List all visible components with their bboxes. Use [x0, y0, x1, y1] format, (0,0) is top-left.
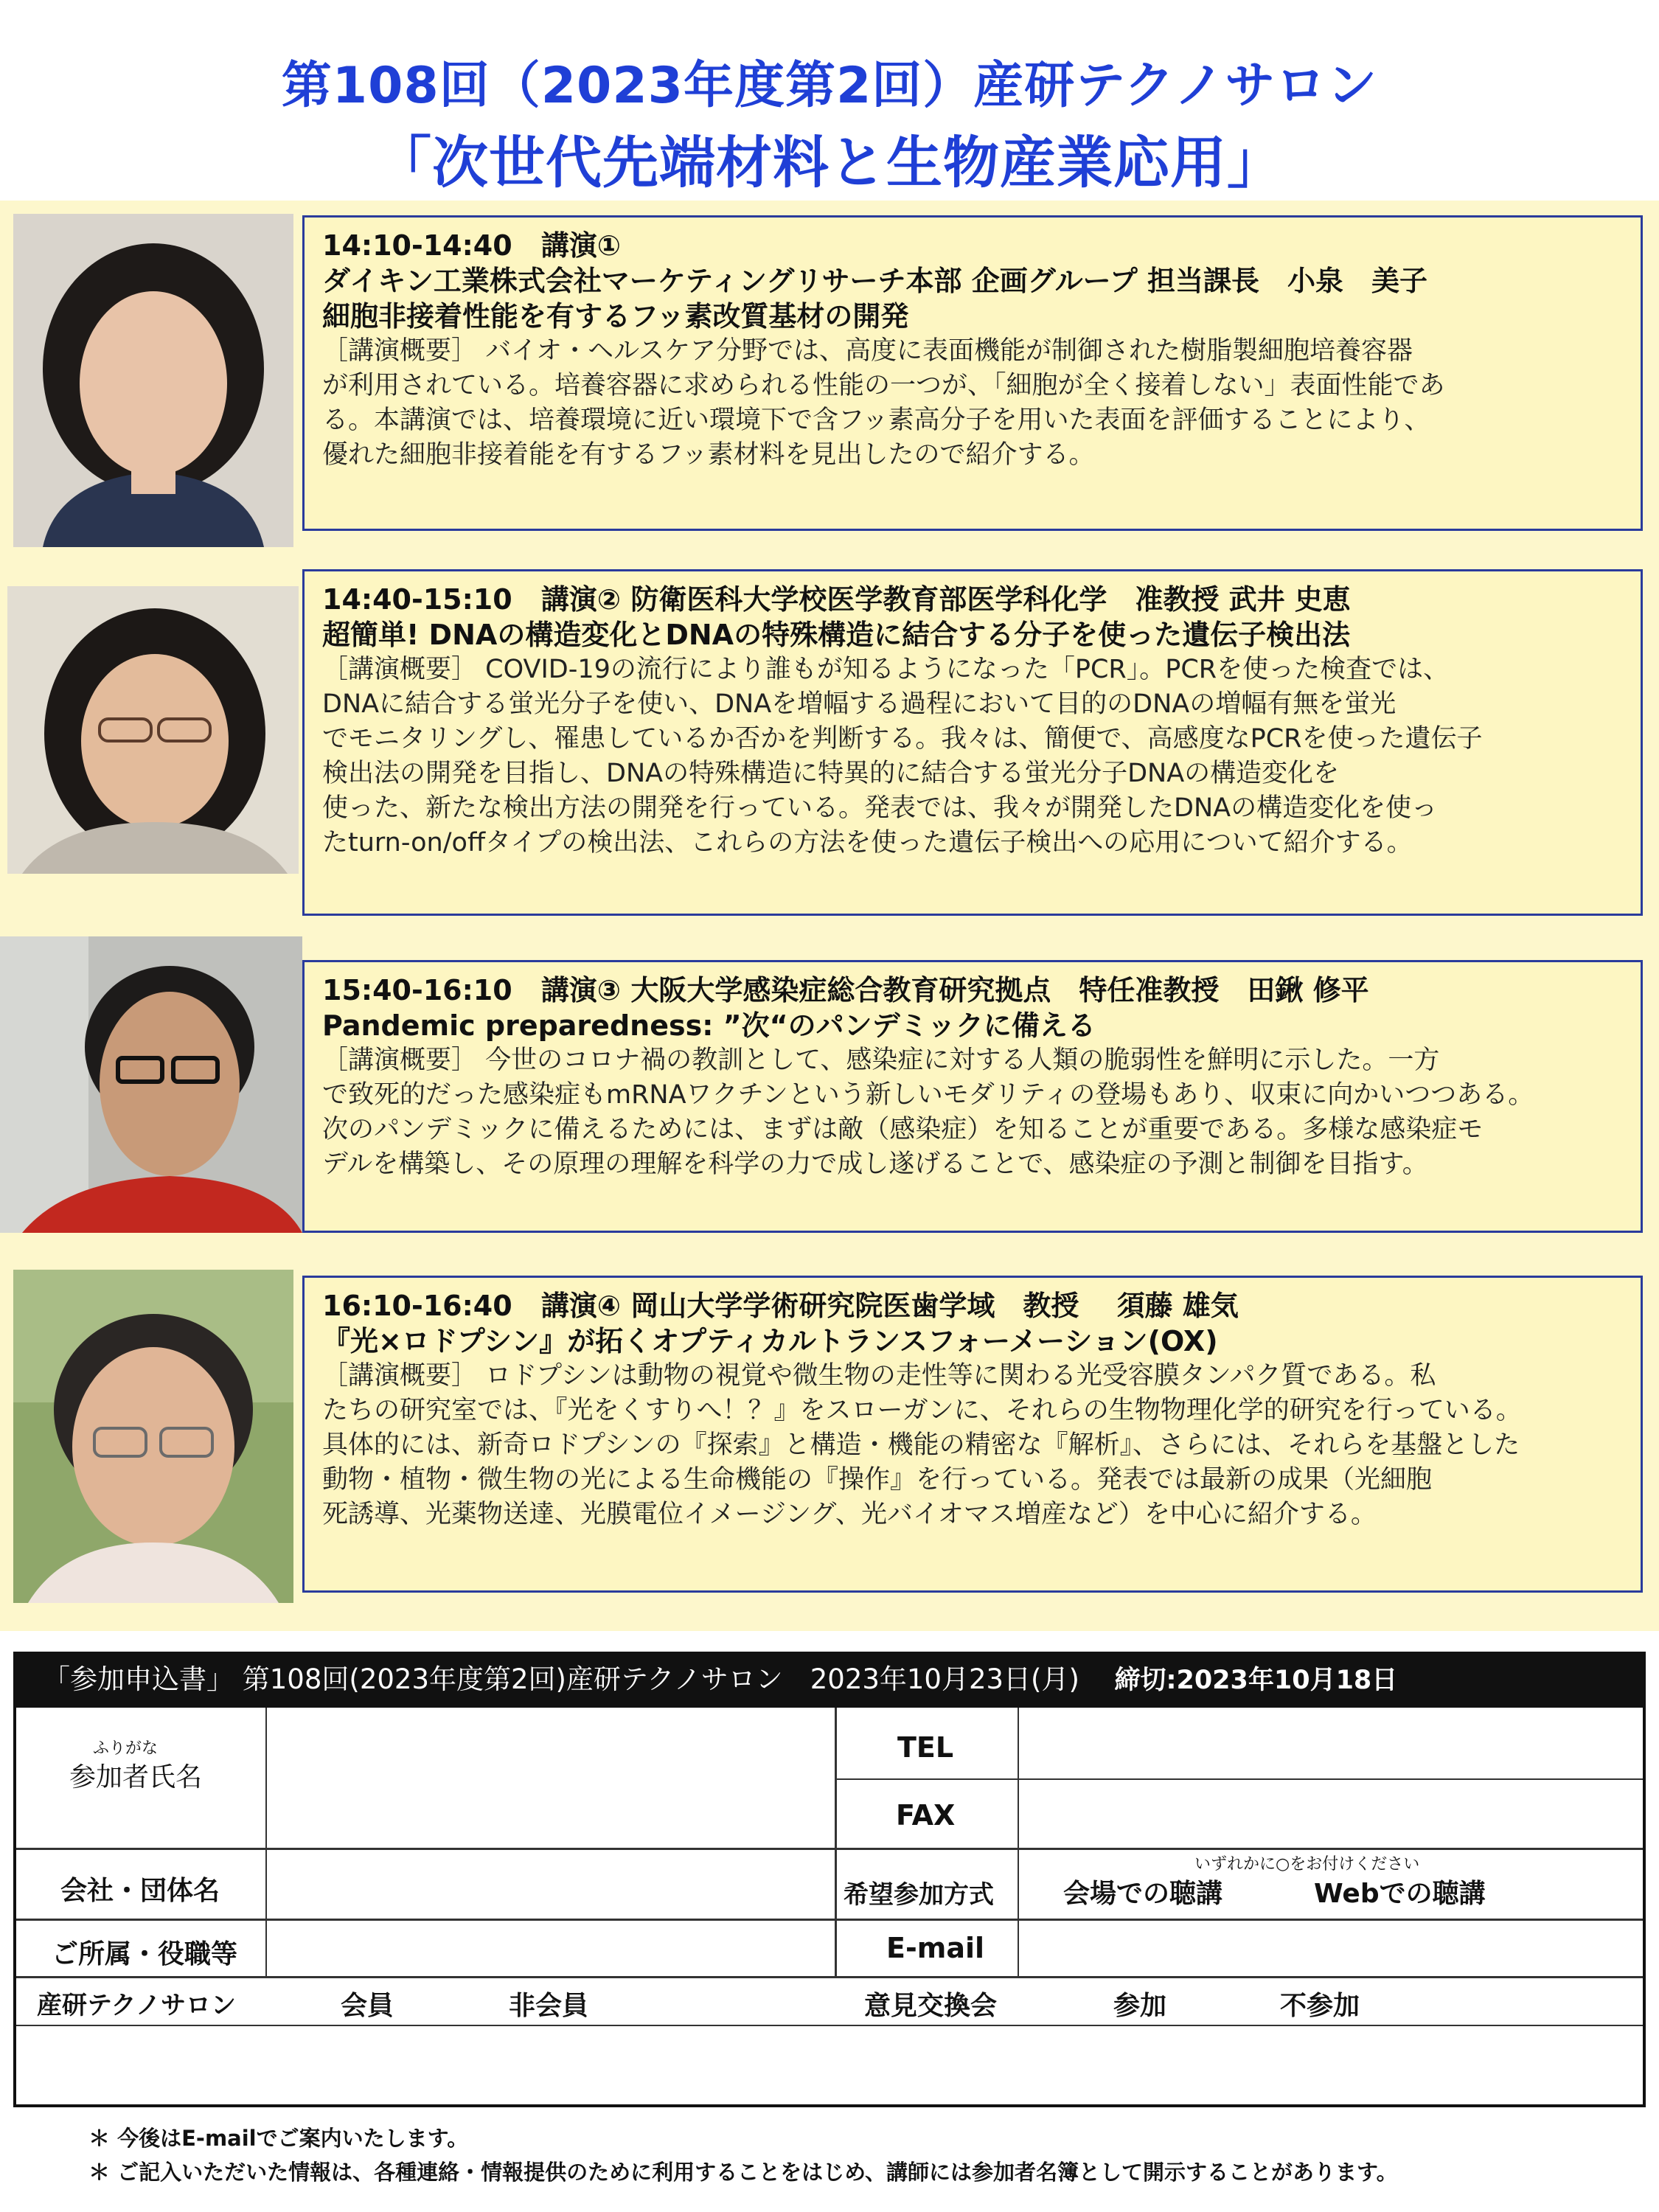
- talk-card-1: [302, 215, 1643, 531]
- talk-abstract-line: たちの研究室では、『光をくすりへ！？』をスローガンに、それらの生物物理化学的研究を行っている。: [322, 1396, 1522, 1425]
- talk-abstract-line: で致死的だった感染症もmRNAワクチンという新しいモダリティの登場もあり、収束に向かいつつある。: [322, 1080, 1534, 1110]
- department-label: ご所属・役職等: [52, 1939, 238, 1969]
- fax-label: FAX: [896, 1799, 956, 1832]
- row-divider: [16, 1976, 1643, 1978]
- method-hint: いずれかに○をお付けください: [1194, 1855, 1420, 1874]
- fax-field[interactable]: [1020, 1780, 1643, 1846]
- talk-abstract-line: ［講演概要］ バイオ・ヘルスケア分野では、高度に表面機能が制御された樹脂製細胞培養容器: [322, 336, 1413, 366]
- talk-abstract-line: DNAに結合する蛍光分子を使い、DNAを増幅する過程において目的のDNAの増幅有無を蛍光: [322, 689, 1397, 719]
- column-divider: [265, 1708, 267, 1976]
- note-1: ＊ 今後はE-mailでご案内いたします。: [88, 2126, 469, 2151]
- talk-abstract-line: ［講演概要］ COVID-19の流行により誰もが知るようになった「PCR」。PCRを使った検査では、: [322, 655, 1450, 684]
- speaker-photo-2: [7, 586, 299, 874]
- talk-time: 16:10-16:40: [322, 1290, 512, 1322]
- talk-abstract-line: でモニタリングし、罹患しているか否かを判断する。我々は、簡便で、高感度なPCRを使った遺伝子: [322, 724, 1483, 754]
- nonmember-option[interactable]: 非会員: [509, 1991, 589, 2021]
- talk-topic: 超簡単! DNAの構造変化とDNAの特殊構造に結合する分子を使った遺伝子検出法: [322, 619, 1351, 651]
- member-option[interactable]: 会員: [341, 1991, 394, 2021]
- talk-topic: 『光×ロドプシン』が拓くオプティカルトランスフォーメーション(OX): [322, 1325, 1218, 1357]
- salon-label: 産研テクノサロン: [37, 1991, 236, 2020]
- column-divider: [835, 1708, 837, 1976]
- talk-speaker: 防衛医科大学校医学教育部医学科化学 准教授 武井 史恵: [630, 583, 1351, 616]
- talk-topic: Pandemic preparedness: ”次“のパンデミックに備える: [322, 1009, 1096, 1042]
- remarks-field[interactable]: [16, 2026, 1643, 2104]
- company-label: 会社・団体名: [60, 1876, 220, 1906]
- talk-abstract-line: 動物・植物・微生物の光による生命機能の『操作』を行っている。発表では最新の成果（光細胞: [322, 1465, 1433, 1495]
- talk-time: 15:40-16:10: [322, 974, 512, 1006]
- talk-abstract-line: が利用されている。培養容器に求められる性能の一つが、「細胞が全く接着しない」表面性能であ: [322, 371, 1445, 400]
- form-title: 「参加申込書」 第108回(2023年度第2回)産研テクノサロン 2023年10月23日(月): [43, 1663, 1079, 1695]
- talk-number: 講演①: [540, 229, 622, 262]
- talk-abstract-line: たturn-on/offタイプの検出法、これらの方法を使った遺伝子検出への応用について紹介する。: [322, 828, 1413, 858]
- tel-field[interactable]: [1020, 1708, 1643, 1777]
- talk-card-4: [302, 1276, 1643, 1593]
- talk-topic: 細胞非接着性能を有するフッ素改質基材の開発: [322, 300, 909, 333]
- talk-abstract-line: ［講演概要］ ロドプシンは動物の視覚や微生物の走性等に関わる光受容膜タンパク質である。私: [322, 1361, 1436, 1391]
- talk-speaker: ダイキン工業株式会社マーケティングリサーチ本部 企画グループ 担当課長 小泉 美子: [322, 265, 1427, 297]
- exchange-label: 意見交換会: [864, 1991, 998, 2021]
- talk-speaker: 大阪大学感染症総合教育研究拠点 特任准教授 田鍬 修平: [630, 974, 1369, 1006]
- company-field[interactable]: [268, 1850, 833, 1918]
- form-deadline: 締切:2023年10月18日: [1114, 1666, 1398, 1695]
- talk-abstract-line: 優れた細胞非接着能を有するフッ素材料を見出したので紹介する。: [322, 440, 1095, 470]
- talk-abstract-line: る。本講演では、培養環境に近い環境下で含フッ素高分子を用いた表面を評価することにより、: [322, 406, 1430, 435]
- speaker-photo-3: [0, 936, 302, 1233]
- talk-number: 講演③: [540, 974, 622, 1006]
- registration-form: [13, 1708, 1646, 2107]
- department-field[interactable]: [268, 1921, 833, 1975]
- furigana-label: ふりがな: [93, 1739, 159, 1758]
- form-header: [13, 1652, 1646, 1708]
- attend-option[interactable]: 参加: [1113, 1991, 1167, 2021]
- talk-abstract-line: 検出法の開発を目指し、DNAの特殊構造に特異的に結合する蛍光分子DNAの構造変化を: [322, 759, 1340, 788]
- tel-label: TEL: [897, 1731, 954, 1764]
- speaker-photo-4: [13, 1270, 293, 1603]
- talk-card-3: [302, 960, 1643, 1233]
- not-attend-option[interactable]: 不参加: [1280, 1991, 1360, 2021]
- email-label: E-mail: [886, 1932, 985, 1964]
- email-field[interactable]: [1020, 1921, 1643, 1975]
- talk-abstract-line: 具体的には、新奇ロドプシンの『探索』と構造・機能の精密な『解析』、さらには、それらを基盤とした: [322, 1430, 1520, 1460]
- talk-number: 講演②: [540, 583, 622, 616]
- name-field[interactable]: [268, 1708, 833, 1846]
- event-theme: 「次世代先端材料と生物産業応用」: [375, 130, 1284, 195]
- talk-number: 講演④: [540, 1290, 622, 1322]
- speaker-photo-1: [13, 214, 293, 547]
- talk-time: 14:10-14:40: [322, 229, 512, 262]
- talk-time: 14:40-15:10: [322, 583, 512, 616]
- name-label: 参加者氏名: [69, 1762, 203, 1792]
- note-2: ＊ ご記入いただいた情報は、各種連絡・情報提供のために利用することをはじめ、講師には参加者名簿として開示することがあります。: [88, 2160, 1398, 2185]
- talk-abstract-line: 使った、新たな検出方法の開発を行っている。発表では、我々が開発したDNAの構造変化を使っ: [322, 793, 1438, 823]
- talk-abstract-line: デルを構築し、その原理の理解を科学の力で成し遂げることで、感染症の予測と制御を目指す。: [322, 1150, 1428, 1179]
- method-venue-option[interactable]: 会場での聴講: [1063, 1879, 1223, 1909]
- event-title: 第108回（2023年度第2回）産研テクノサロン: [281, 57, 1378, 115]
- talk-speaker: 岡山大学学術研究院医歯学域 教授 須藤 雄気: [630, 1290, 1239, 1322]
- talk-card-2: [302, 569, 1643, 916]
- column-divider: [1018, 1708, 1019, 1976]
- talk-abstract-line: ［講演概要］ 今世のコロナ禍の教訓として、感染症に対する人類の脆弱性を鮮明に示した。一方: [322, 1046, 1440, 1075]
- method-label: 希望参加方式: [844, 1880, 994, 1910]
- talk-abstract-line: 次のパンデミックに備えるためには、まずは敵（感染症）を知ることが重要である。多様な感染症モ: [322, 1115, 1484, 1144]
- method-web-option[interactable]: Webでの聴講: [1314, 1879, 1486, 1909]
- talk-abstract-line: 死誘導、光薬物送達、光膜電位イメージング、光バイオマス増産など）を中心に紹介する。: [322, 1500, 1377, 1529]
